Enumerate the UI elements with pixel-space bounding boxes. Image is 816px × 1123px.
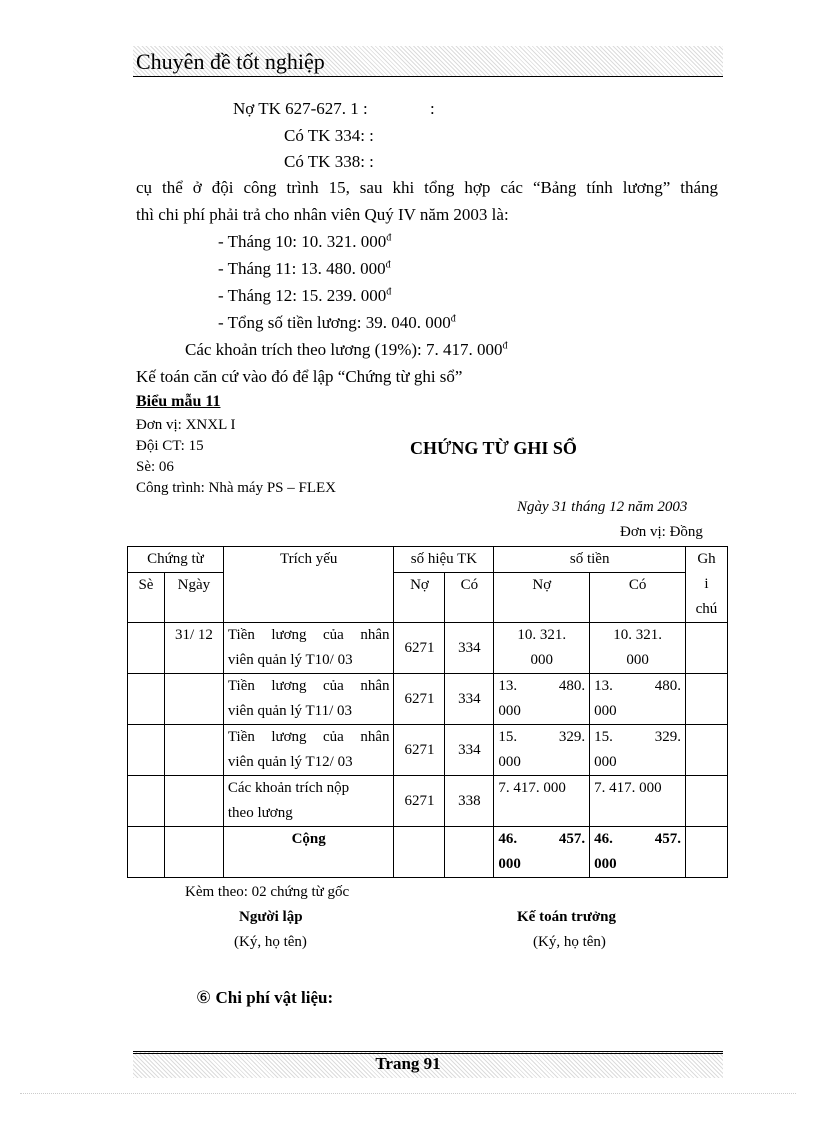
row-tien-co: 7. 417. 000 [590, 776, 686, 827]
total-tien-co: 46. 457. 000 [590, 827, 686, 878]
header-trich-yeu: Trích yếu [223, 547, 394, 623]
entry-no-627: Nợ TK 627-627. 1 : [233, 99, 368, 118]
row-tien-co: 10. 321. 000 [590, 623, 686, 674]
row-ngay [164, 674, 223, 725]
total-label: Cộng [223, 827, 394, 878]
paragraph-line-1: cụ thể ở đội công trình 15, sau khi tổng hợp các “Bảng tính lương” tháng [136, 178, 718, 197]
row-no: 6271 [394, 674, 445, 725]
paragraph-line-2: thì chi phí phải trả cho nhân viên Quý IV năm 2003 là: [136, 205, 509, 224]
signature-preparer-sub: (Ký, họ tên) [234, 934, 307, 950]
row-ngay: 31/ 12 [164, 623, 223, 674]
form-so: Sè: 06 [136, 459, 174, 475]
form-title: CHỨNG TỪ GHI SỔ [410, 438, 577, 458]
row-co: 334 [445, 623, 494, 674]
attached-docs: Kèm theo: 02 chứng từ gốc [185, 884, 350, 900]
row-tien-no: 10. 321. 000 [494, 623, 590, 674]
table-header-row [128, 547, 728, 573]
row-trich-yeu: Tiền lương của nhân viên quản lý T12/ 03 [223, 725, 394, 776]
header-title: Chuyên đề tốt nghiệp [136, 49, 325, 74]
month-item-total: - Tổng số tiền lương: 39. 040. $000^đ$ [218, 313, 456, 332]
header-ngay: Ngày [164, 573, 223, 623]
row-no: 6271 [394, 776, 445, 827]
row-no: 6271 [394, 725, 445, 776]
form-doi-ct: Đội CT: 15 [136, 438, 204, 454]
row-trich-yeu: Tiền lương của nhân viên quản lý T10/ 03 [223, 623, 394, 674]
entry-no-627-colon: : [430, 99, 435, 118]
signature-preparer: Người lập [239, 909, 303, 925]
table-row [128, 674, 728, 725]
row-tien-co: 15. 329. 000 [590, 725, 686, 776]
form-date: Ngày 31 tháng 12 năm 2003 [517, 499, 688, 515]
header-tien-co: Có [590, 573, 686, 623]
header-ghi-chu: Gh i chú [685, 547, 727, 623]
section-heading: ⑥ Chi phí vật liệu: [196, 988, 334, 1007]
row-co: 334 [445, 725, 494, 776]
row-tien-no: 13. 480. 000 [494, 674, 590, 725]
signature-chief-sub: (Ký, họ tên) [533, 934, 606, 950]
deductions-line: Các khoản trích theo lương (19%): 7. 417. $000^đ$ [185, 340, 508, 359]
total-tien-no: 46. 457. 000 [494, 827, 590, 878]
accountant-line: Kế toán căn cứ vào đó để lập “Chứng từ ghi sổ” [136, 367, 463, 386]
month-item: - Tháng 12: 15. 239. $000^đ$ [218, 286, 392, 305]
header-no: Nợ [394, 573, 445, 623]
section-number-icon: ⑥ [196, 988, 212, 1007]
table-subheader-row [128, 573, 728, 623]
row-tien-co: 13. 480. 000 [590, 674, 686, 725]
header-so-hieu-tk: số hiệu TK [394, 547, 494, 573]
row-co: 338 [445, 776, 494, 827]
entry-co-338: Có TK 338: : [284, 152, 374, 171]
table-row [128, 776, 728, 827]
month-item: - Tháng 11: 13. 480. $000^đ$ [218, 259, 391, 278]
entry-co-334: Có TK 334: : [284, 126, 374, 145]
row-ngay [164, 725, 223, 776]
form-cong-trinh: Công trình: Nhà máy PS – FLEX [136, 480, 337, 496]
table-row [128, 725, 728, 776]
signature-chief: Kế toán trưởng [517, 909, 616, 925]
voucher-table [127, 546, 728, 878]
form-unit: Đơn vị: Đồng [620, 524, 703, 540]
table-row [128, 623, 728, 674]
row-co: 334 [445, 674, 494, 725]
month-item: - Tháng 10: 10. 321. $000^đ$ [218, 232, 392, 251]
form-don-vi: Đơn vị: XNXL I [136, 417, 236, 433]
row-ngay [164, 776, 223, 827]
header-co: Có [445, 573, 494, 623]
row-no: 6271 [394, 623, 445, 674]
row-tien-no: 7. 417. 000 [494, 776, 590, 827]
form-label: Biểu mẫu 11 [136, 393, 221, 410]
table-total-row [128, 827, 728, 878]
row-tien-no: 15. 329. 000 [494, 725, 590, 776]
header-tien-no: Nợ [494, 573, 590, 623]
header-so-tien: số tiền [494, 547, 686, 573]
row-trich-yeu: Các khoản trích nộp theo lương [223, 776, 394, 827]
header-chung-tu: Chứng từ [128, 547, 224, 573]
page-number: Trang 91 [375, 1054, 441, 1073]
header-se: Sè [128, 573, 165, 623]
page-boundary [20, 1093, 796, 1094]
row-trich-yeu: Tiền lương của nhân viên quản lý T11/ 03 [223, 674, 394, 725]
